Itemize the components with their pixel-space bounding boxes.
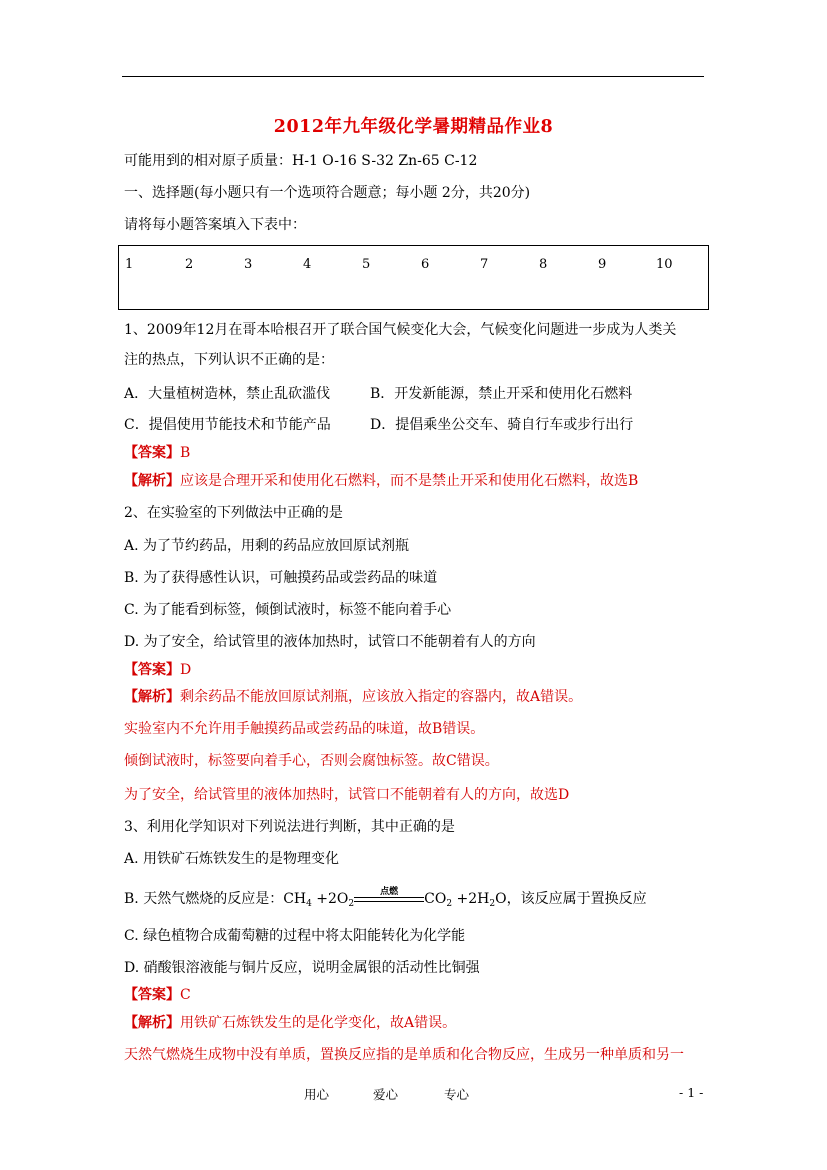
answer-table-number: 2: [185, 257, 194, 272]
equation-part: +2H: [452, 891, 490, 907]
analysis-tag: 【解析】: [124, 473, 180, 489]
q1-option-c: C．提倡使用节能技术和节能产品: [124, 417, 331, 433]
q1-option-a: A．大量植树造林，禁止乱砍滥伐: [124, 386, 331, 402]
footer-motto-2: 爱心: [373, 1087, 399, 1102]
analysis-tag: 【解析】: [124, 1015, 180, 1031]
q2-analysis-line2: 实验室内不允许用手触摸药品或尝药品的味道，故B错误。: [124, 721, 485, 737]
equation-subscript: 4: [306, 899, 312, 909]
analysis-text: 用铁矿石炼铁发生的是化学变化，故A错误。: [180, 1015, 457, 1031]
answer-table-number: 9: [598, 257, 607, 272]
q3-stem: 3、利用化学知识对下列说法进行判断，其中正确的是: [124, 819, 455, 835]
equation-part: B. 天然气燃烧的反应是：CH: [124, 891, 307, 907]
header-rule: [122, 76, 704, 77]
q2-option-d: D. 为了安全，给试管里的液体加热时，试管口不能朝着有人的方向: [124, 634, 536, 650]
reaction-equals-sign: [354, 887, 424, 908]
atomic-mass-line: 可能用到的相对原子质量：H-1 O-16 S-32 Zn-65 C-12: [124, 153, 478, 169]
footer-motto-3: 专心: [444, 1087, 470, 1102]
answer-table-number: 5: [362, 257, 371, 272]
q1-answer: [124, 444, 190, 462]
footer-motto-1: 用心: [304, 1087, 330, 1102]
answer-table-number: 4: [303, 257, 312, 272]
q3-analysis-line2: 天然气燃烧生成物中没有单质，置换反应指的是单质和化合物反应，生成另一种单质和另一: [124, 1047, 684, 1063]
q2-option-c: C. 为了能看到标签，倾倒试液时，标签不能向着手心: [124, 602, 452, 618]
answer-value: D: [180, 662, 192, 678]
equation-subscript: 2: [446, 899, 453, 909]
analysis-text: 剩余药品不能放回原试剂瓶，应该放入指定的容器内，故A错误。: [180, 689, 583, 705]
q2-answer: [124, 661, 191, 679]
q3-option-c: C. 绿色植物合成葡萄糖的过程中将太阳能转化为化学能: [124, 928, 466, 944]
answer-tag: 【答案】: [124, 445, 180, 461]
answer-table-number: 6: [421, 257, 430, 272]
fill-instruction: 请将每小题答案填入下表中：: [124, 217, 306, 233]
q2-analysis-line3: 倾倒试液时，标签要向着手心，否则会腐蚀标签。故C错误。: [124, 753, 499, 769]
equation-part: +2O: [311, 891, 349, 907]
analysis-tag: 【解析】: [124, 689, 180, 705]
reaction-condition: 点燃: [380, 887, 399, 897]
q2-option-b: B. 为了获得感性认识，可触摸药品或尝药品的味道: [124, 570, 438, 586]
answer-tag: 【答案】: [124, 987, 180, 1003]
q3-option-a: A. 用铁矿石炼铁发生的是物理变化: [124, 851, 340, 867]
answer-value: B: [180, 445, 191, 461]
document-title: 2012年九年级化学暑期精品作业8: [273, 117, 554, 137]
q3-answer: [124, 986, 191, 1004]
q3-analysis: [124, 1014, 456, 1032]
equation-part: CO: [424, 891, 447, 907]
answer-tag: 【答案】: [124, 662, 180, 678]
answer-table-number: 8: [539, 257, 548, 272]
q3-option-b: [124, 887, 647, 913]
q3-option-d: D. 硝酸银溶液能与铜片反应，说明金属银的活动性比铜强: [124, 960, 480, 976]
equation-part: O，该反应属于置换反应: [495, 891, 647, 907]
analysis-text: 应该是合理开采和使用化石燃料，而不是禁止开采和使用化石燃料，故选B: [180, 473, 639, 489]
page-number: - 1 -: [679, 1085, 704, 1100]
q2-option-a: A. 为了节约药品，用剩的药品应放回原试剂瓶: [124, 538, 410, 554]
q1-option-b: B．开发新能源，禁止开采和使用化石燃料: [370, 386, 633, 402]
q2-analysis-line4: 为了安全，给试管里的液体加热时，试管口不能朝着有人的方向，故选D: [124, 787, 570, 803]
equation-subscript: 2: [348, 899, 355, 909]
q2-stem: 2、在实验室的下列做法中正确的是: [124, 505, 343, 521]
answer-table-number: 1: [125, 257, 134, 272]
section-heading: 一、选择题(每小题只有一个选项符合题意；每小题 2分，共20分): [124, 185, 531, 201]
answer-table-number: 3: [244, 257, 253, 272]
answer-table-number: 10: [656, 257, 673, 272]
answer-table-number: 7: [480, 257, 489, 272]
q1-analysis: [124, 472, 638, 490]
answer-table: [118, 245, 709, 310]
answer-value: C: [180, 987, 191, 1003]
equation-subscript: 2: [489, 899, 496, 909]
q1-stem-line1: 1、2009年12月在哥本哈根召开了联合国气候变化大会，气候变化问题进一步成为人类关: [124, 322, 677, 338]
q1-stem-line2: 注的热点，下列认识不正确的是：: [124, 352, 334, 368]
q2-analysis: [124, 688, 582, 706]
q1-option-d: D．提倡乘坐公交车、骑自行车或步行出行: [370, 417, 634, 433]
